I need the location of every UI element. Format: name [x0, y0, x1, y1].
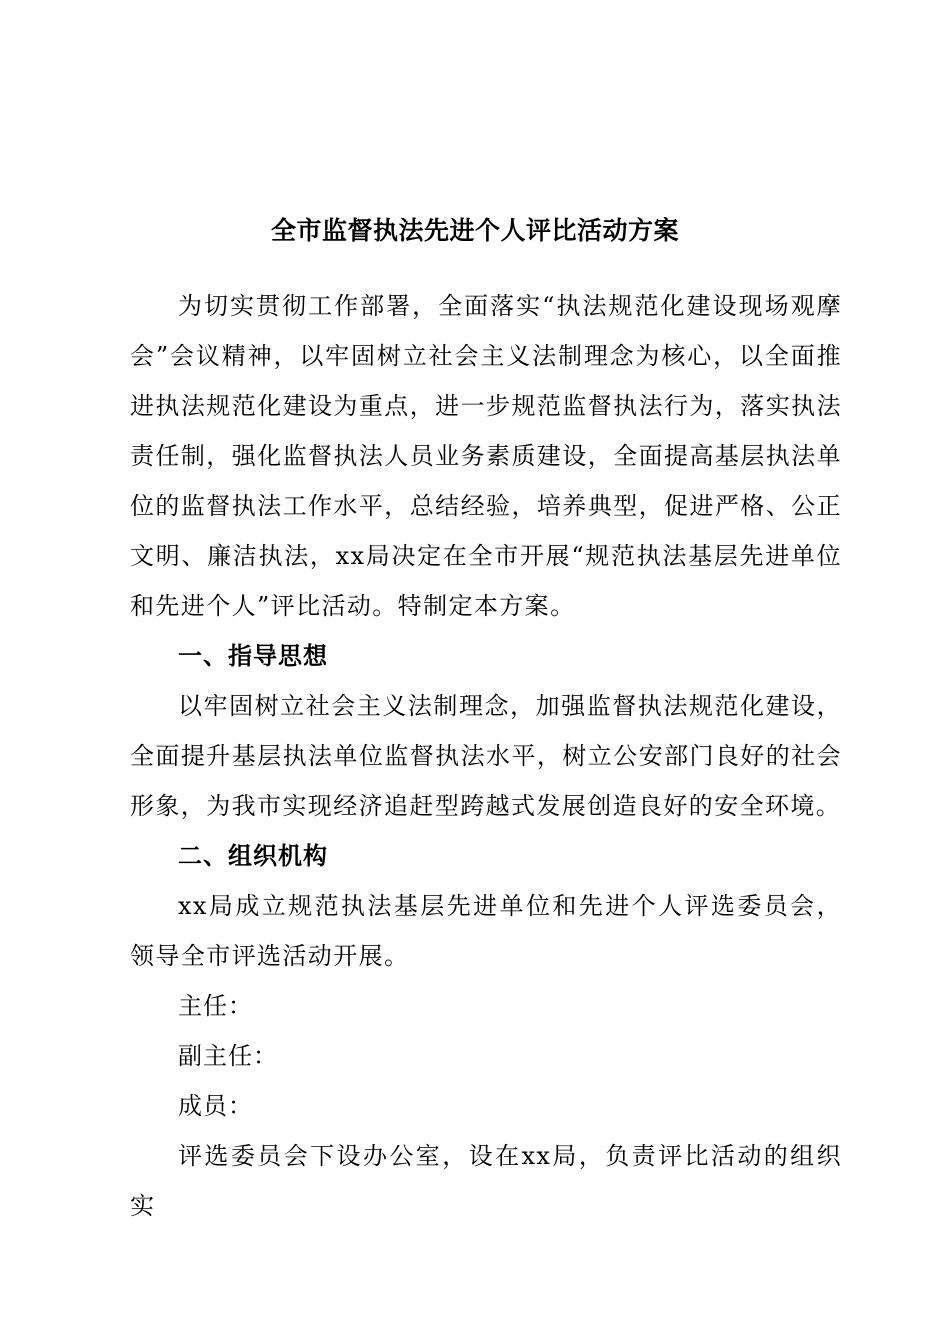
- section-heading-guiding-ideology: 一、指导思想: [178, 641, 328, 670]
- director-line: 主任：: [178, 992, 253, 1020]
- deputy-director-line: 副主任：: [178, 1042, 278, 1070]
- section-heading-organization: 二、组织机构: [178, 841, 328, 870]
- intro-paragraph: 为切实贯彻工作部署，全面落实“执法规范化建设现场观摩会”会议精神，以牢固树立社会主义法制理念为核心，以全面推进执法规范化建设为重点，进一步规范监督执法行为，落实执法责任制，强化监督执法人员业务素质建设，全面提高基层执法单位的监督执法工作水平，总结经验，培养典型，促进严格、公正文明、廉洁执法，xx局决定在全市开展“规范执法基层先进单位和先进个人”评比活动。特制定本方案。: [130, 292, 842, 620]
- guiding-ideology-paragraph: 以牢固树立社会主义法制理念，加强监督执法规范化建设，全面提升基层执法单位监督执法水平，树立公安部门良好的社会形象，为我市实现经济追赶型跨越式发展创造良好的安全环境。: [130, 692, 842, 820]
- document-body: [130, 281, 842, 1231]
- organization-paragraph: xx局成立规范执法基层先进单位和先进个人评选委员会，领导全市评选活动开展。: [130, 892, 842, 970]
- document-title: 全市监督执法先进个人评比活动方案: [270, 216, 679, 245]
- office-paragraph: 评选委员会下设办公室，设在xx局，负责评比活动的组织实: [130, 1142, 842, 1220]
- members-line: 成员：: [178, 1092, 253, 1120]
